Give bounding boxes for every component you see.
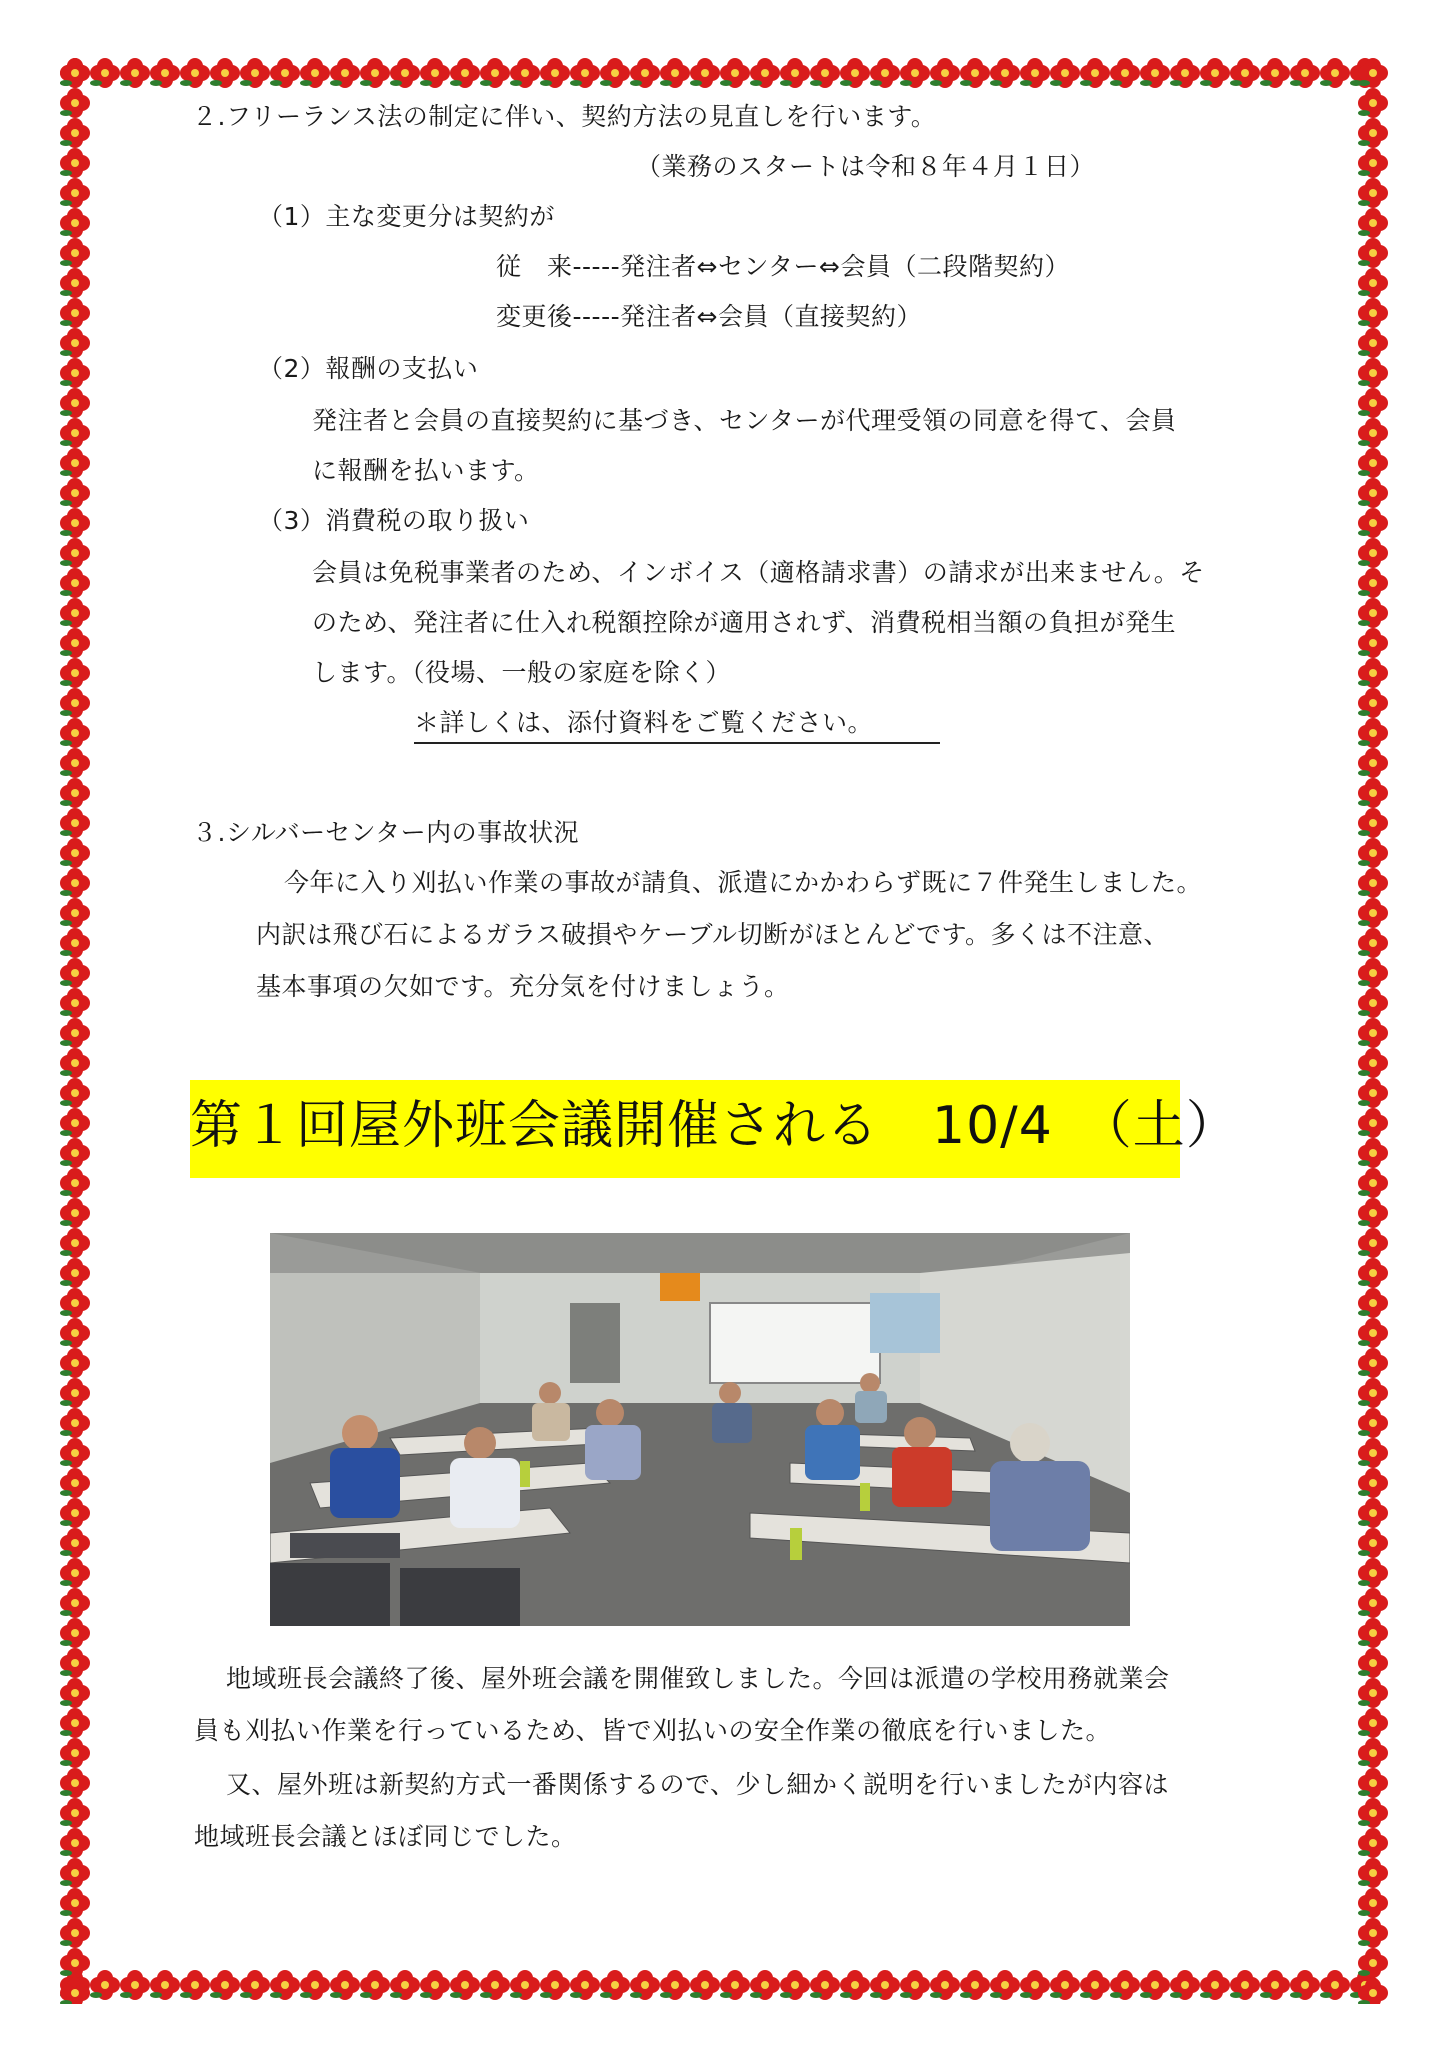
item1-after: 変更後-----発注者⇔会員（直接契約） bbox=[496, 302, 923, 331]
section2-heading: ２.フリーランス法の制定に伴い、契約方法の見直しを行います。 bbox=[192, 102, 937, 131]
item2-line2: に報酬を払います。 bbox=[312, 456, 540, 485]
section3-line3: 基本事項の欠如です。充分気を付けましょう。 bbox=[256, 972, 790, 1001]
item3-line1: 会員は免税事業者のため、インボイス（適格請求書）の請求が出来ません。そ bbox=[312, 558, 1205, 587]
item2-title: （2）報酬の支払い bbox=[258, 354, 479, 383]
item3-line2: のため、発注者に仕入れ税額控除が適用されず、消費税相当額の負担が発生 bbox=[312, 608, 1177, 637]
item1-title: （1）主な変更分は契約が bbox=[258, 202, 555, 231]
meeting-photo bbox=[270, 1233, 1130, 1626]
section3-line2: 内訳は飛び石によるガラス破損やケーブル切断がほとんどです。多くは不注意、 bbox=[256, 920, 1170, 949]
attachment-note: ＊詳しくは、添付資料をご覧ください。 bbox=[414, 706, 940, 744]
item3-title: （3）消費税の取り扱い bbox=[258, 506, 530, 535]
section3-line1: 今年に入り刈払い作業の事故が請負、派遣にかかわらず既に７件発生しました。 bbox=[284, 868, 1203, 897]
item2-line1: 発注者と会員の直接契約に基づき、センターが代理受領の同意を得て、会員 bbox=[312, 406, 1177, 435]
meeting-headline-banner bbox=[190, 1080, 1239, 1178]
item3-line3: します。（役場、一般の家庭を除く） bbox=[312, 658, 732, 687]
meeting-para2-line1: 又、屋外班は新契約方式一番関係するので、少し細かく説明を行いましたが内容は bbox=[226, 1770, 1170, 1799]
meeting-headline: 第１回屋外班会議開催される 10/4 （土） bbox=[190, 1096, 1239, 1156]
section3-heading: ３.シルバーセンター内の事故状況 bbox=[192, 818, 580, 847]
item1-before: 従 来-----発注者⇔センター⇔会員（二段階契約） bbox=[496, 252, 1071, 281]
meeting-room-illustration bbox=[270, 1233, 1130, 1626]
section2-start-note: （業務のスタートは令和８年４月１日） bbox=[636, 152, 1096, 181]
meeting-para2-line2: 地域班長会議とほぼ同じでした。 bbox=[194, 1822, 577, 1851]
meeting-para1-line2: 員も刈払い作業を行っているため、皆で刈払いの安全作業の徹底を行いました。 bbox=[194, 1716, 1112, 1745]
meeting-para1-line1: 地域班長会議終了後、屋外班会議を開催致しました。今回は派遣の学校用務就業会 bbox=[226, 1664, 1170, 1693]
